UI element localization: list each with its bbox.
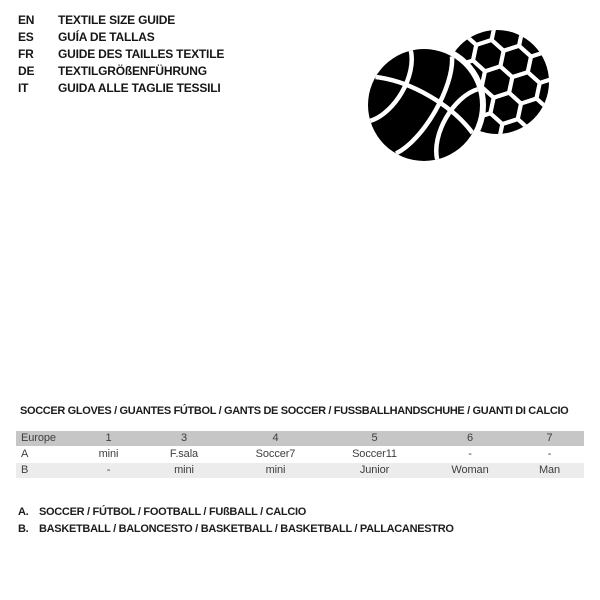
footnote-letter: B. <box>18 523 29 535</box>
table-header-cell: 5 <box>371 432 378 444</box>
table-header-cell: 3 <box>180 432 188 444</box>
footnote-a <box>18 504 454 521</box>
table-header-cell: 1 <box>105 432 112 444</box>
footnotes <box>18 504 454 538</box>
table-header-cell: 7 <box>546 432 553 444</box>
language-row-fr <box>18 46 224 63</box>
footnote-letter: A. <box>18 506 29 518</box>
language-row-en <box>18 12 224 29</box>
table-row-a <box>16 447 584 462</box>
language-label: GUÍA DE TALLAS <box>58 30 155 44</box>
table-cell: Man <box>538 464 561 476</box>
table-cell: Soccer7 <box>255 448 296 460</box>
language-label: GUIDA ALLE TAGLIE TESSILI <box>58 81 221 95</box>
row-label: B <box>21 464 29 476</box>
table-cell: Junior <box>359 464 390 476</box>
language-code: EN <box>18 13 35 27</box>
size-table <box>16 431 584 479</box>
language-label: TEXTILGRÖßENFÜHRUNG <box>58 64 207 78</box>
language-code: FR <box>18 47 34 61</box>
language-code: DE <box>18 64 35 78</box>
table-title: SOCCER GLOVES / GUANTES FÚTBOL / GANTS DE SOCCER / FUSSBALLHANDSCHUHE / GUANTI DI CALCIO <box>20 405 569 417</box>
table-header-cell: 6 <box>466 432 474 444</box>
table-header-label: Europe <box>21 432 56 444</box>
table-cell: mini <box>174 464 194 476</box>
language-title-list <box>18 12 224 97</box>
table-cell: F.sala <box>169 448 199 460</box>
language-label: GUIDE DES TAILLES TEXTILE <box>58 47 225 61</box>
table-header-row <box>16 431 584 446</box>
table-cell: Soccer11 <box>352 448 397 460</box>
footnote-text: SOCCER / FÚTBOL / FOOTBALL / FUßBALL / CALCIO <box>39 506 306 518</box>
language-code: IT <box>18 81 29 95</box>
table-cell: - <box>106 464 111 476</box>
basketball-and-soccer-ball-icon <box>353 18 555 168</box>
footnote-text: BASKETBALL / BALONCESTO / BASKETBALL / BASKETBALL / PALLACANESTRO <box>39 523 454 535</box>
language-code: ES <box>18 30 34 44</box>
language-label: TEXTILE SIZE GUIDE <box>58 13 176 27</box>
table-cell: - <box>547 448 552 460</box>
language-row-es <box>18 29 224 46</box>
table-cell: - <box>468 448 472 460</box>
footnote-b <box>18 521 454 538</box>
table-header-cell: 4 <box>272 432 279 444</box>
language-row-it <box>18 80 224 97</box>
table-cell: Woman <box>451 464 489 476</box>
table-cell: mini <box>265 464 286 476</box>
row-label: A <box>21 448 29 460</box>
table-cell: mini <box>98 448 119 460</box>
table-row-b <box>16 463 584 478</box>
language-row-de <box>18 63 224 80</box>
